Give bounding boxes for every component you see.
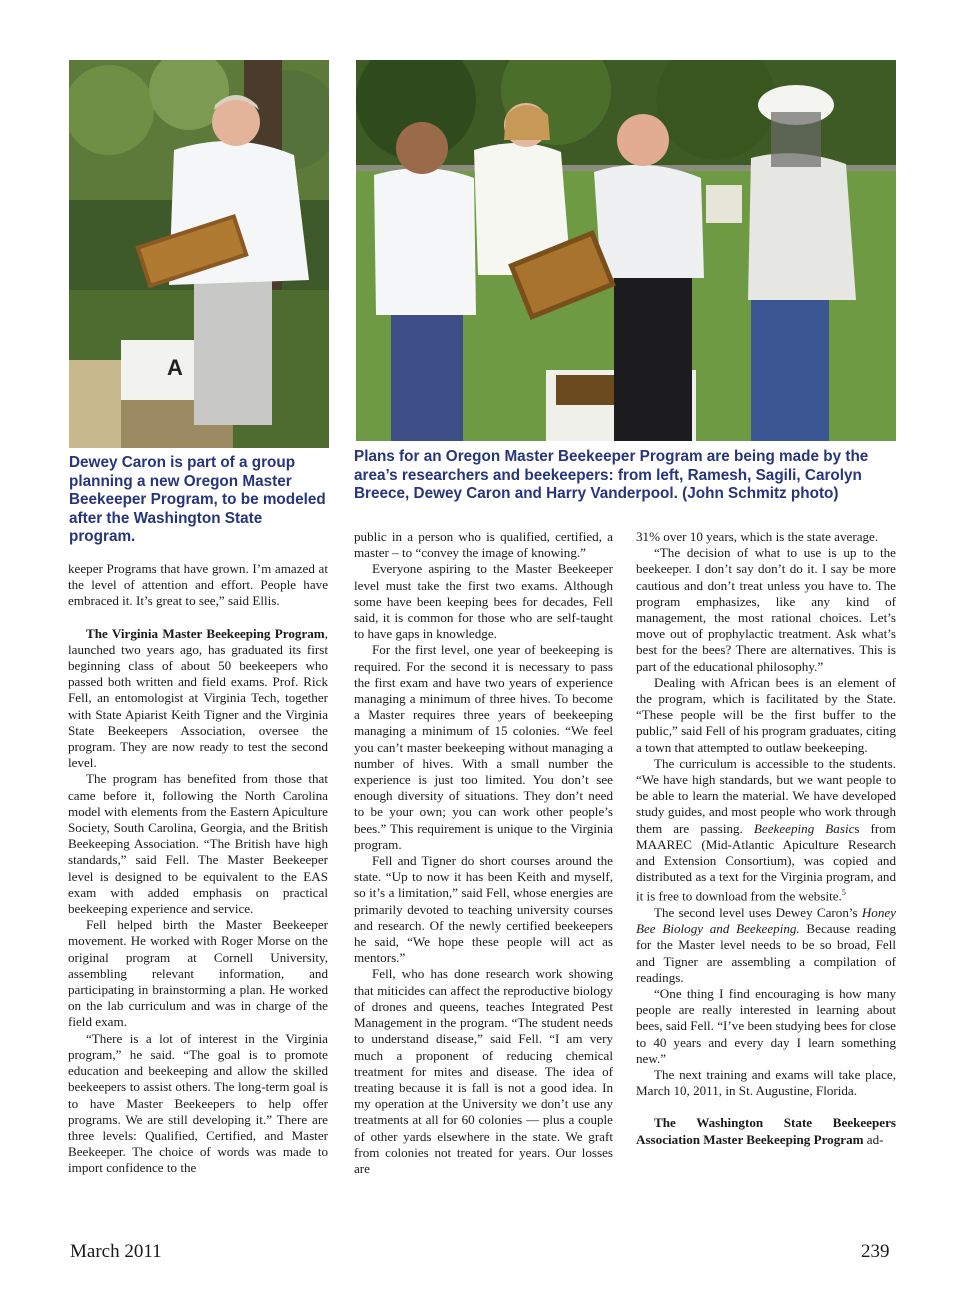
paragraph: Everyone aspiring to the Master Beekeeper level must take the first two exams. Although some have been keeping bees for decades, Fell said, it is common for those who are self-taught to have gaps in knowledge.	[354, 561, 613, 642]
paragraph: “The decision of what to use is up to the beekeeper. I don’t say don’t do it. I say be more cautious and don’t treat unless you have to. The program emphasizes, like any kind of management, the most rational choices. Let’s move out of prophylactic treatment. Ask what’s best for the bees? There are alternatives. This is part of the educational philosophy.”	[636, 545, 896, 674]
paragraph: Dealing with African bees is an element of the program, which is facilitated by the State. “These people will be the first buffer to the public,” said Fell of his program graduates, citing a town that attempted to outlaw beekeeping.	[636, 674, 896, 755]
paragraph	[68, 626, 328, 772]
paragraph: For the first level, one year of beekeeping is required. For the second it is necessary to pass the first exam and have two years of experience managing a minimum of three hives. To become a Master requires three years of beekeeping managing a minimum of 15 colonies. “We feel you can’t master beekeeping without managing a number of hives. With a small number the experience is just too limited. You don’t see enough diversity of situations. They don’t need to be your own; you can work other people’s bees.” This requirement is unique to the Virginia program.	[354, 642, 613, 852]
paragraph-text: The second level uses Dewey Caron’s	[654, 905, 862, 921]
paragraph: The next training and exams will take place, March 10, 2011, in St. Augustine, Florida.	[636, 1067, 896, 1099]
book-title: Beekeeping Basic	[753, 820, 855, 836]
paragraph	[636, 1115, 896, 1147]
paragraph: 31% over 10 years, which is the state average.	[636, 529, 879, 544]
paragraph: “There is a lot of interest in the Virginia program,” he said. “The goal is to promote education and beekeeping and allow the skilled beekeepers to assist others. The long-term goal is to have Master Beekeepers to help offer programs. We are still developing it.” There are three levels: Qualified, Certified, and Master Beekeeper. The choice of words was made to import confidence to the	[68, 1030, 328, 1176]
article-column-1	[68, 561, 328, 1177]
paragraph-text: The curriculum is accessible to the students. “We have high standards, but we want people to be able to learn the material. We have developed study guides, and most people who work through them are passing.	[636, 755, 896, 836]
photo-oregon-group-art	[356, 60, 896, 441]
section-heading-washington: The Washington State Beekeepers Association Master Beekeeping Program	[636, 1115, 896, 1147]
paragraph: Fell helped birth the Master Beekeeper movement. He worked with Roger Morse on the original program at Cornell University, assembling relevant information, and participating in brainstorming a plan. He worked on the lab curriculum and was in charge of the field exam.	[68, 917, 328, 1030]
paragraph	[636, 756, 896, 905]
paragraph: Fell and Tigner do short courses around the state. “Up to now it has been Keith and myself, so it’s a limitation,” said Fell, whose energies are primarily devoted to teaching university courses and research. Of the newly certified beekeepers he said, “We hope these people will act as mentors.”	[354, 853, 613, 966]
hive-label: A	[167, 355, 183, 380]
footer-date: March 2011	[70, 1241, 162, 1262]
photo-dewey-caron-art	[69, 60, 329, 448]
page-number: 239	[861, 1241, 890, 1262]
paragraph-text: ad-	[863, 1131, 884, 1147]
paragraph: Fell, who has done research work showing that miticides can affect the reproductive biology of drones and queens, teaches Integrated Pest Management in the program. “The student needs to understand disease,” said Fell. “I am very much a proponent of reducing chemical treatment for mites and disease. The idea of treating because it is fall is not a good idea. In my operation at the University we don’t use any treatments at all for 60 colonies — plus a couple of other yards elsewhere in the state. We graft from colonies not treated for years. Our losses are	[354, 966, 613, 1176]
paragraph: keeper Programs that have grown. I’m amazed at the level of attention and effort. People have embraced it. It’s great to see,” said Ellis.	[68, 561, 328, 609]
paragraph-text: Because reading for the Master level needs to be so broad, Fell and Tigner are assembling a compilation of readings.	[636, 921, 896, 985]
paragraph	[636, 905, 896, 986]
article-column-2	[354, 529, 613, 1177]
caption-right: Plans for an Oregon Master Beekeeper Program are being made by the area’s researchers and beekeepers: from left, Ramesh, Sagili, Carolyn Breece, Dewey Caron and Harry Vanderpool. (John Schmitz photo)	[354, 448, 869, 502]
book-title: Honey Bee Biology and Beekeeping.	[636, 905, 896, 937]
photo-dewey-caron	[69, 60, 329, 448]
paragraph-text: s from MAAREC (Mid-Atlantic Apiculture Research and Extension Consortium), was copied and distributed as a text for the Virginia program, and it is free to download from the website.	[636, 820, 896, 904]
caption-left: Dewey Caron is part of a group planning a new Oregon Master Beekeeper Program, to be modeled after the Washington State program.	[69, 454, 326, 545]
footnote-marker: 5	[841, 888, 846, 898]
paragraph: “One thing I find encouraging is how many people are really interested in learning about bees, said Fell. “I’ve been studying bees for close to 40 years and every day I learn something new.”	[636, 986, 896, 1066]
section-heading-virginia: The Virginia Master Beekeeping Program	[86, 625, 325, 641]
paragraph: The program has benefited from those that came before it, following the North Carolina model with elements from the Eastern Apiculture Society, South Carolina, Georgia, and the British Beekeeping Association. “The British have high standards,” said Fell. The Master Beekeeper level is designed to be equivalent to the EAS exam with added emphasis on practical beekeeping experience and service.	[68, 771, 328, 917]
photo-oregon-group	[356, 60, 896, 441]
paragraph-text: , launched two years ago, has graduated its first beginning class of about 50 beekeepers who passed both written and field exams. Prof. Rick Fell, an entomologist at Virginia Tech, together with State Apiarist Keith Tigner and the Virginia State Beekeepers Association, oversee the program. They are now ready to test the second level.	[68, 625, 328, 771]
paragraph: public in a person who is qualified, certified, a master – to “convey the image of knowing.”	[354, 529, 613, 561]
article-column-3	[636, 529, 896, 1148]
